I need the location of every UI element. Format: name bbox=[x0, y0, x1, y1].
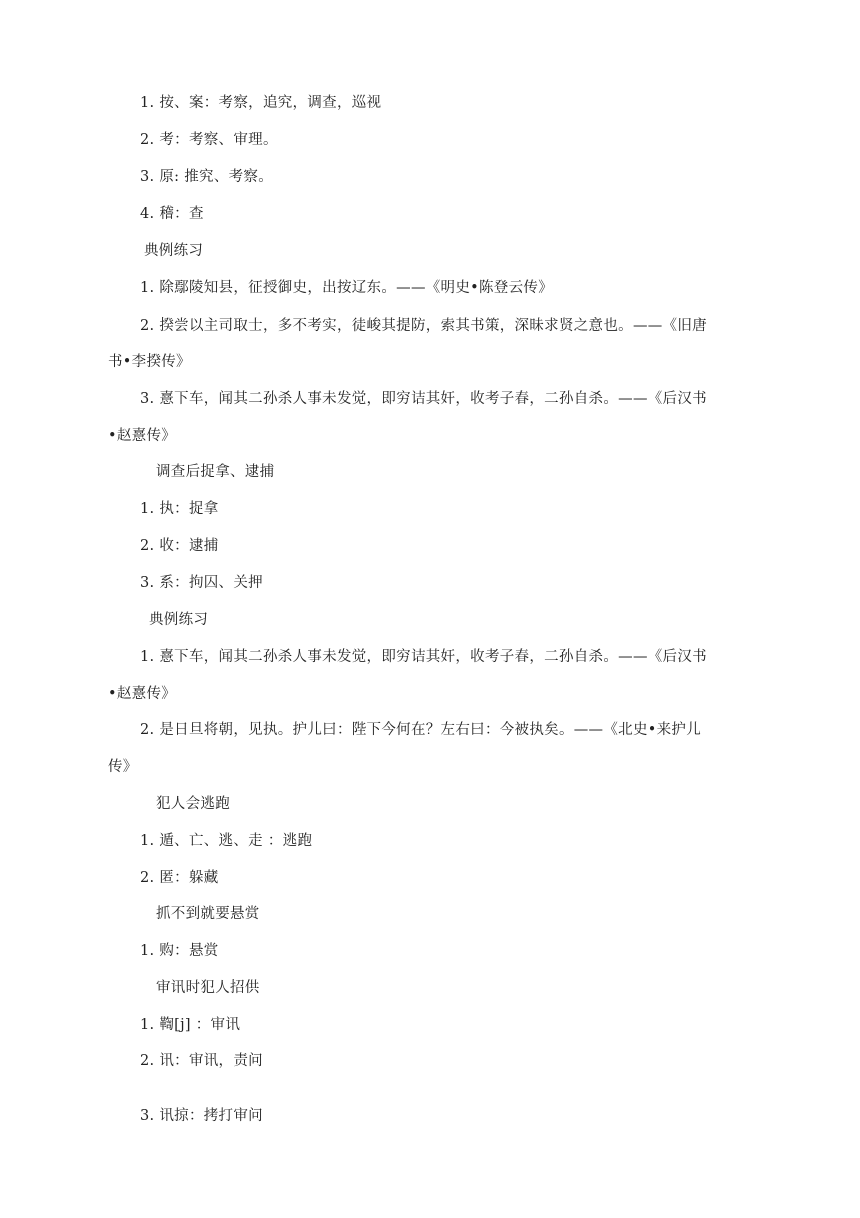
line-19: 传》 bbox=[108, 759, 138, 775]
heading-interrogation: 审讯时犯人招供 bbox=[156, 980, 260, 996]
line-14: 3. 系：拘囚、关押 bbox=[140, 575, 263, 591]
line-27: 2. 讯：审讯，责问 bbox=[140, 1053, 263, 1069]
line-9: 3. 憙下车，闻其二孙杀人事未发觉，即穷诘其奸，收考子春，二孙自杀。——《后汉书 bbox=[140, 391, 707, 407]
line-17: •赵憙传》 bbox=[108, 686, 177, 702]
line-4: 4. 稽：查 bbox=[140, 206, 204, 222]
line-24: 1. 购：悬赏 bbox=[140, 943, 219, 959]
heading-arrest: 调查后捉拿、逮捕 bbox=[156, 464, 275, 480]
line-2: 2. 考：考察、审理。 bbox=[140, 132, 278, 148]
line-3: 3. 原: 推究、考察。 bbox=[140, 169, 274, 185]
line-8: 书•李揆传》 bbox=[108, 354, 191, 370]
heading-example-practice-1: 典例练习 bbox=[144, 243, 204, 259]
heading-escape: 犯人会逃跑 bbox=[156, 796, 230, 812]
line-7: 2. 揆尝以主司取士，多不考实，徒峻其提防，索其书策，深昧求贤之意也。——《旧唐 bbox=[140, 318, 707, 334]
line-10: •赵憙传》 bbox=[108, 428, 177, 444]
line-22: 2. 匿：躲藏 bbox=[140, 870, 219, 886]
line-18: 2. 是日旦将朝，见执。护儿曰：陛下今何在？左右曰：今被执矣。——《北史•来护儿 bbox=[140, 722, 701, 738]
line-6: 1. 除鄢陵知县，征授御史，出按辽东。——《明史•陈登云传》 bbox=[140, 280, 553, 296]
heading-reward: 抓不到就要悬赏 bbox=[156, 906, 260, 922]
line-26: 1. 鞫[j] ：审讯 bbox=[140, 1017, 241, 1033]
line-1: 1. 按、案：考察，追究，调查，巡视 bbox=[140, 95, 382, 111]
line-16: 1. 憙下车，闻其二孙杀人事未发觉，即穷诘其奸，收考子春，二孙自杀。——《后汉书 bbox=[140, 649, 707, 665]
heading-example-practice-2: 典例练习 bbox=[149, 612, 209, 628]
line-12: 1. 执：捉拿 bbox=[140, 501, 219, 517]
line-28: 3. 讯掠：拷打审问 bbox=[140, 1108, 263, 1124]
line-13: 2. 收：逮捕 bbox=[140, 538, 219, 554]
line-21: 1. 遁、亡、逃、走 ：逃跑 bbox=[140, 833, 313, 849]
